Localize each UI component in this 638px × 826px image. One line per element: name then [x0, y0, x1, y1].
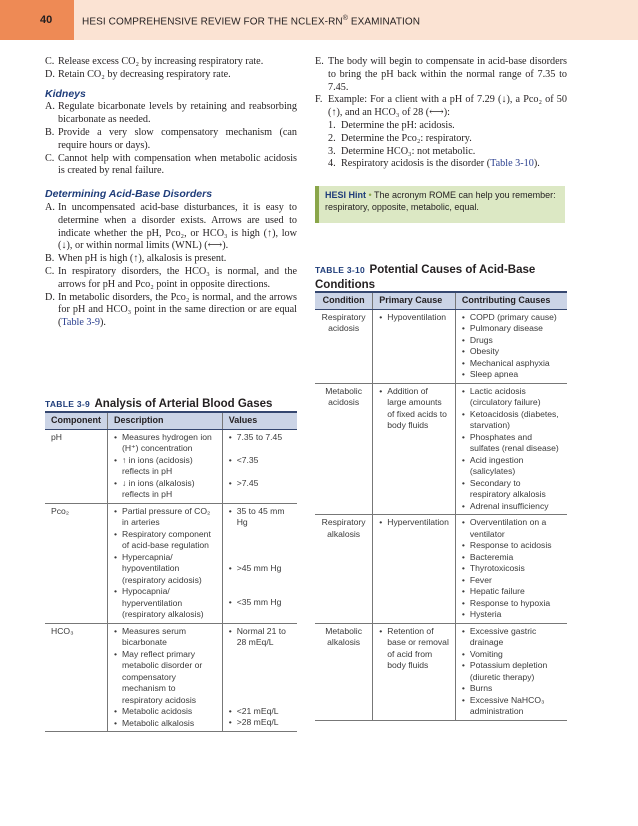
description-cell: [108, 429, 223, 503]
condition-cell: Metabolic acidosis: [315, 383, 373, 515]
table-header-row: [315, 292, 567, 309]
table-row: [315, 623, 567, 720]
bullet-item: • Potassium depletion (diuretic therapy): [462, 660, 561, 683]
running-title-suffix: EXAMINATION: [347, 16, 421, 28]
condition-cell: Respiratory alkalosis: [315, 515, 373, 624]
bullet-item: • >45 mm Hg: [229, 563, 291, 575]
item-label: D.: [45, 68, 55, 80]
bullet-item: • <21 mEq/L: [229, 706, 291, 718]
column-header: Description: [108, 412, 223, 429]
bullet-item: • Secondary to respiratory alkalosis: [462, 478, 561, 501]
bullet-item: • Obesity: [462, 346, 561, 358]
list-item: [315, 56, 567, 94]
bullet-item: • Retention of base or removal of acid from body fluids: [379, 626, 449, 672]
contributing-causes-cell: [455, 309, 567, 383]
item-text-end: ).: [100, 317, 106, 329]
list-item: [45, 266, 297, 292]
sub-label: 2.: [328, 132, 336, 144]
bullet-item: • Metabolic alkalosis: [114, 718, 216, 730]
list-item: [45, 127, 297, 153]
item-label: B.: [45, 253, 55, 265]
running-title: [82, 15, 420, 27]
running-title-text: HESI COMPREHENSIVE REVIEW FOR THE NCLEX-RN: [82, 16, 343, 28]
bullet-item: • Mechanical asphyxia: [462, 358, 561, 370]
bullet-item: • 35 to 45 mm Hg: [229, 506, 291, 529]
table-row: [45, 429, 297, 503]
bullet-item: • Ketoacidosis (diabetes, starvation): [462, 409, 561, 432]
table-number: TABLE 3-10: [315, 265, 366, 275]
bullet-item: • COPD (primary cause): [462, 312, 561, 324]
bullet-item: • Hypoventilation: [379, 312, 449, 324]
description-cell: [108, 503, 223, 623]
sub-text: Respiratory acidosis is the disorder (: [341, 158, 491, 170]
table-header-row: [45, 412, 297, 429]
left-column: [45, 56, 297, 330]
table-3-10-caption: [315, 262, 567, 292]
column-header: Condition: [315, 292, 373, 309]
contributing-causes-cell: [455, 515, 567, 624]
list-item: [45, 253, 297, 266]
sub-item: [315, 158, 567, 171]
item-text: When pH is high (↑), alkalosis is present.: [58, 253, 227, 265]
column-header: Component: [45, 412, 108, 429]
sub-item: [315, 120, 567, 133]
hint-text: The acronym ROME can help you remember: respiratory, opposite, metabolic, equal.: [325, 190, 556, 212]
hint-title: HESI Hint: [325, 190, 367, 200]
sub-label: 4.: [328, 158, 336, 170]
list-item: [45, 202, 297, 253]
bullet-item: • Hepatic failure: [462, 586, 561, 598]
column-header: Values: [222, 412, 297, 429]
bullet-item: • Vomiting: [462, 649, 561, 661]
list-item: [45, 101, 297, 127]
values-cell: [222, 623, 297, 732]
values-cell: [222, 429, 297, 503]
sub-label: 1.: [328, 119, 336, 131]
table-row: [45, 623, 297, 732]
item-label: C.: [45, 152, 55, 164]
table-row: [315, 383, 567, 515]
bullet-item: • >7.45: [229, 478, 291, 490]
bullet-item: • Hypercapnia/ hypoventilation (respiratory acidosis): [114, 552, 216, 587]
bullet-item: • Acid ingestion (salicylates): [462, 455, 561, 478]
item-text: Cannot help with compensation when metabolic acidosis is created by renal failure.: [58, 152, 297, 177]
item-label: A.: [45, 201, 55, 213]
bullet-item: • 7.35 to 7.45: [229, 432, 291, 444]
bullet-item: • Normal 21 to 28 mEq/L: [229, 626, 291, 649]
bullet-item: • Overventilation on a ventilator: [462, 517, 561, 540]
table-3-9-link[interactable]: Table 3-9: [61, 317, 101, 329]
item-label: C.: [45, 56, 55, 67]
page-number: 40: [40, 14, 53, 26]
column-header: Primary Cause: [373, 292, 456, 309]
item-text: Retain CO₂ by decreasing respiratory rate.: [58, 68, 231, 80]
component-cell: Pco₂: [45, 503, 108, 623]
table-3-10-link[interactable]: Table 3-10: [490, 158, 534, 170]
item-text: In respiratory disorders, the HCO₃ is normal, and the arrows for pH and Pco₂ point in opposite directions.: [58, 265, 297, 290]
bullet-item: • ↑ in ions (acidosis) reflects in pH: [114, 455, 216, 478]
item-text: Regulate bicarbonate levels by retaining and reabsorbing bicarbonate as needed.: [58, 101, 297, 126]
primary-cause-cell: [373, 309, 456, 383]
item-label: B.: [45, 126, 55, 138]
table-row: [45, 503, 297, 623]
item-label: A.: [45, 101, 55, 113]
bullet-item: • Measures serum bicarbonate: [114, 626, 216, 649]
item-label: D.: [45, 291, 55, 303]
item-text: Provide a very slow compensatory mechanism (can require hours or days).: [58, 126, 297, 151]
contributing-causes-cell: [455, 623, 567, 720]
bullet-item: • Response to hypoxia: [462, 598, 561, 610]
bullet-item: • >28 mEq/L: [229, 717, 291, 729]
item-text: Example: For a client with a pH of 7.29 (↓), a Pco₂ of 50 (↑), and an HCO₃ of 28 (⟷):: [328, 94, 567, 119]
item-text: Release excess CO₂ by increasing respiratory rate.: [58, 56, 264, 67]
right-column: [315, 56, 567, 171]
bullet-item: • Partial pressure of CO₂ in arteries: [114, 506, 216, 529]
table-3-9: [45, 411, 297, 732]
bullet-item: • Bacteremia: [462, 552, 561, 564]
table-number: TABLE 3-9: [45, 399, 91, 409]
table-row: [315, 309, 567, 383]
condition-cell: Metabolic alkalosis: [315, 623, 373, 720]
sub-text-end: ).: [533, 158, 540, 170]
sub-text: Determine HCO₃: not metabolic.: [341, 145, 476, 157]
table-title: Potential Causes of Acid-Base Conditions: [315, 264, 536, 291]
bullet-item: • Fever: [462, 575, 561, 587]
bullet-item: • Burns: [462, 683, 561, 695]
component-cell: pH: [45, 429, 108, 503]
bullet-item: • May reflect primary metabolic disorder or compensatory mechanism to respiratory acidosis: [114, 649, 216, 707]
bullet-item: • Excessive NaHCO₃ administration: [462, 695, 561, 718]
item-text: The body will begin to compensate in acid-base disorders to bring the pH back within the normal range of 7.35 to 7.45.: [328, 56, 567, 93]
table-3-10: [315, 291, 567, 721]
bullet-item: • Measures hydrogen ion (H⁺) concentration: [114, 432, 216, 455]
bullet-item: • Phosphates and sulfates (renal disease): [462, 432, 561, 455]
column-header: Contributing Causes: [455, 292, 567, 309]
bullet-item: • Drugs: [462, 335, 561, 347]
list-item: [315, 94, 567, 120]
bullet-item: • <7.35: [229, 455, 291, 467]
section-heading-kidneys: Kidneys: [45, 87, 86, 100]
table-3-9-caption: [45, 394, 297, 412]
bullet-item: • Thyrotoxicosis: [462, 563, 561, 575]
sub-text: Determine the pH: acidosis.: [341, 119, 455, 131]
bullet-item: • Pulmonary disease: [462, 323, 561, 335]
contributing-causes-cell: [455, 383, 567, 515]
primary-cause-cell: [373, 623, 456, 720]
list-item: [45, 69, 297, 82]
list-item: [45, 56, 297, 69]
item-label: E.: [315, 56, 324, 67]
bullet-item: • Hypocapnia/ hyperventilation (respiratory alkalosis): [114, 586, 216, 621]
item-label: C.: [45, 265, 55, 277]
bullet-item: • Respiratory component of acid-base regulation: [114, 529, 216, 552]
values-cell: [222, 503, 297, 623]
bullet-item: • Response to acidosis: [462, 540, 561, 552]
primary-cause-cell: [373, 515, 456, 624]
component-cell: HCO₃: [45, 623, 108, 732]
bullet-item: • Hyperventilation: [379, 517, 449, 529]
condition-cell: Respiratory acidosis: [315, 309, 373, 383]
bullet-item: • Hysteria: [462, 609, 561, 621]
hesi-hint-box: [315, 186, 565, 223]
registered-mark: ®: [342, 15, 348, 22]
bullet-item: • Lactic acidosis (circulatory failure): [462, 386, 561, 409]
hint-bullet-icon: •: [368, 190, 372, 200]
page-header: [0, 0, 638, 40]
sub-label: 3.: [328, 145, 336, 157]
bullet-item: • Excessive gastric drainage: [462, 626, 561, 649]
sub-item: [315, 146, 567, 159]
description-cell: [108, 623, 223, 732]
page-number-tab: [0, 0, 74, 40]
primary-cause-cell: [373, 383, 456, 515]
bullet-item: • Addition of large amounts of fixed acids to body fluids: [379, 386, 449, 432]
bullet-item: • Metabolic acidosis: [114, 706, 216, 718]
bullet-item: • <35 mm Hg: [229, 597, 291, 609]
sub-item: [315, 133, 567, 146]
item-label: F.: [315, 94, 323, 106]
section-heading-determining: Determining Acid-Base Disorders: [45, 188, 213, 201]
sub-text: Determine the Pco₂: respiratory.: [341, 132, 472, 144]
bullet-item: • Adrenal insufficiency: [462, 501, 561, 513]
bullet-item: • Sleep apnea: [462, 369, 561, 381]
list-item: [45, 292, 297, 330]
item-text: In uncompensated acid-base disturbances, it is easy to determine when a disorder exists. Arrows are used to indicate whether the pH, Pco₂, or HCO₃ is high (↑), low (↓), or within normal limits (WNL) (⟷).: [58, 201, 297, 252]
bullet-item: • ↓ in ions (alkalosis) reflects in pH: [114, 478, 216, 501]
item-text: In metabolic disorders, the Pco₂ is normal, and the arrows for pH and HCO₃ point in the same direction or are equal (: [58, 291, 297, 329]
list-item: [45, 153, 297, 179]
table-title: Analysis of Arterial Blood Gases: [94, 398, 273, 410]
table-row: [315, 515, 567, 624]
